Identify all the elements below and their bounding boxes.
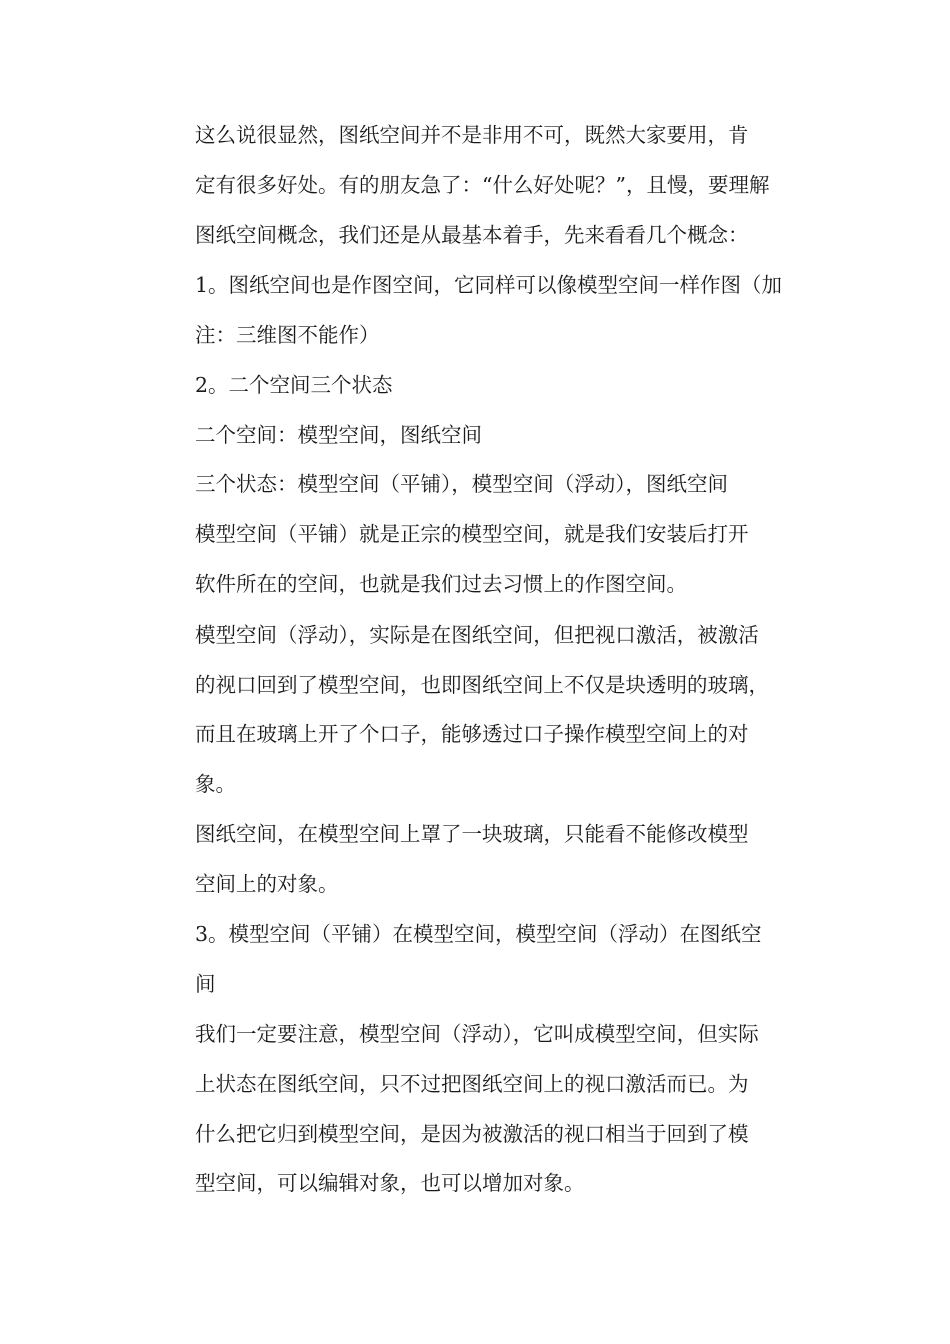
- text-line: 软件所在的空间，也就是我们过去习惯上的作图空间。: [195, 572, 687, 596]
- text-line: 上状态在图纸空间，只不过把图纸空间上的视口激活而已。为: [195, 1072, 749, 1096]
- text-line: 我们一定要注意，模型空间（浮动），它叫成模型空间，但实际: [195, 1022, 759, 1046]
- text-line: 型空间，可以编辑对象，也可以增加对象。: [195, 1171, 585, 1195]
- text-line: 图纸空间概念，我们还是从最基本着手，先来看看几个概念：: [195, 223, 749, 247]
- text-line: 模型空间（浮动），实际是在图纸空间，但把视口激活，被激活: [195, 623, 759, 647]
- text-line: 三个状态：模型空间（平铺），模型空间（浮动），图纸空间: [195, 472, 728, 496]
- text-line: 1。图纸空间也是作图空间，它同样可以像模型空间一样作图（加: [195, 273, 783, 297]
- text-line: 图纸空间，在模型空间上罩了一块玻璃，只能看不能修改模型: [195, 822, 749, 846]
- text-line: 2。二个空间三个状态: [195, 373, 393, 397]
- text-line: 3。模型空间（平铺）在模型空间，模型空间（浮动）在图纸空: [195, 922, 762, 946]
- text-line: 而且在玻璃上开了个口子，能够透过口子操作模型空间上的对: [195, 722, 749, 746]
- text-line: 的视口回到了模型空间，也即图纸空间上不仅是块透明的玻璃，: [195, 673, 769, 697]
- text-line: 定有很多好处。有的朋友急了：“什么好处呢？”，且慢，要理解: [195, 173, 770, 197]
- text-line: 象。: [195, 772, 236, 796]
- text-line: 间: [195, 972, 216, 996]
- text-line: 空间上的对象。: [195, 872, 339, 896]
- text-line: 这么说很显然，图纸空间并不是非用不可，既然大家要用，肯: [195, 123, 749, 147]
- text-line: 注：三维图不能作）: [195, 323, 380, 347]
- text-line: 什么把它归到模型空间，是因为被激活的视口相当于回到了模: [195, 1122, 749, 1146]
- text-line: 二个空间：模型空间，图纸空间: [195, 423, 482, 447]
- text-line: 模型空间（平铺）就是正宗的模型空间，就是我们安装后打开: [195, 522, 749, 546]
